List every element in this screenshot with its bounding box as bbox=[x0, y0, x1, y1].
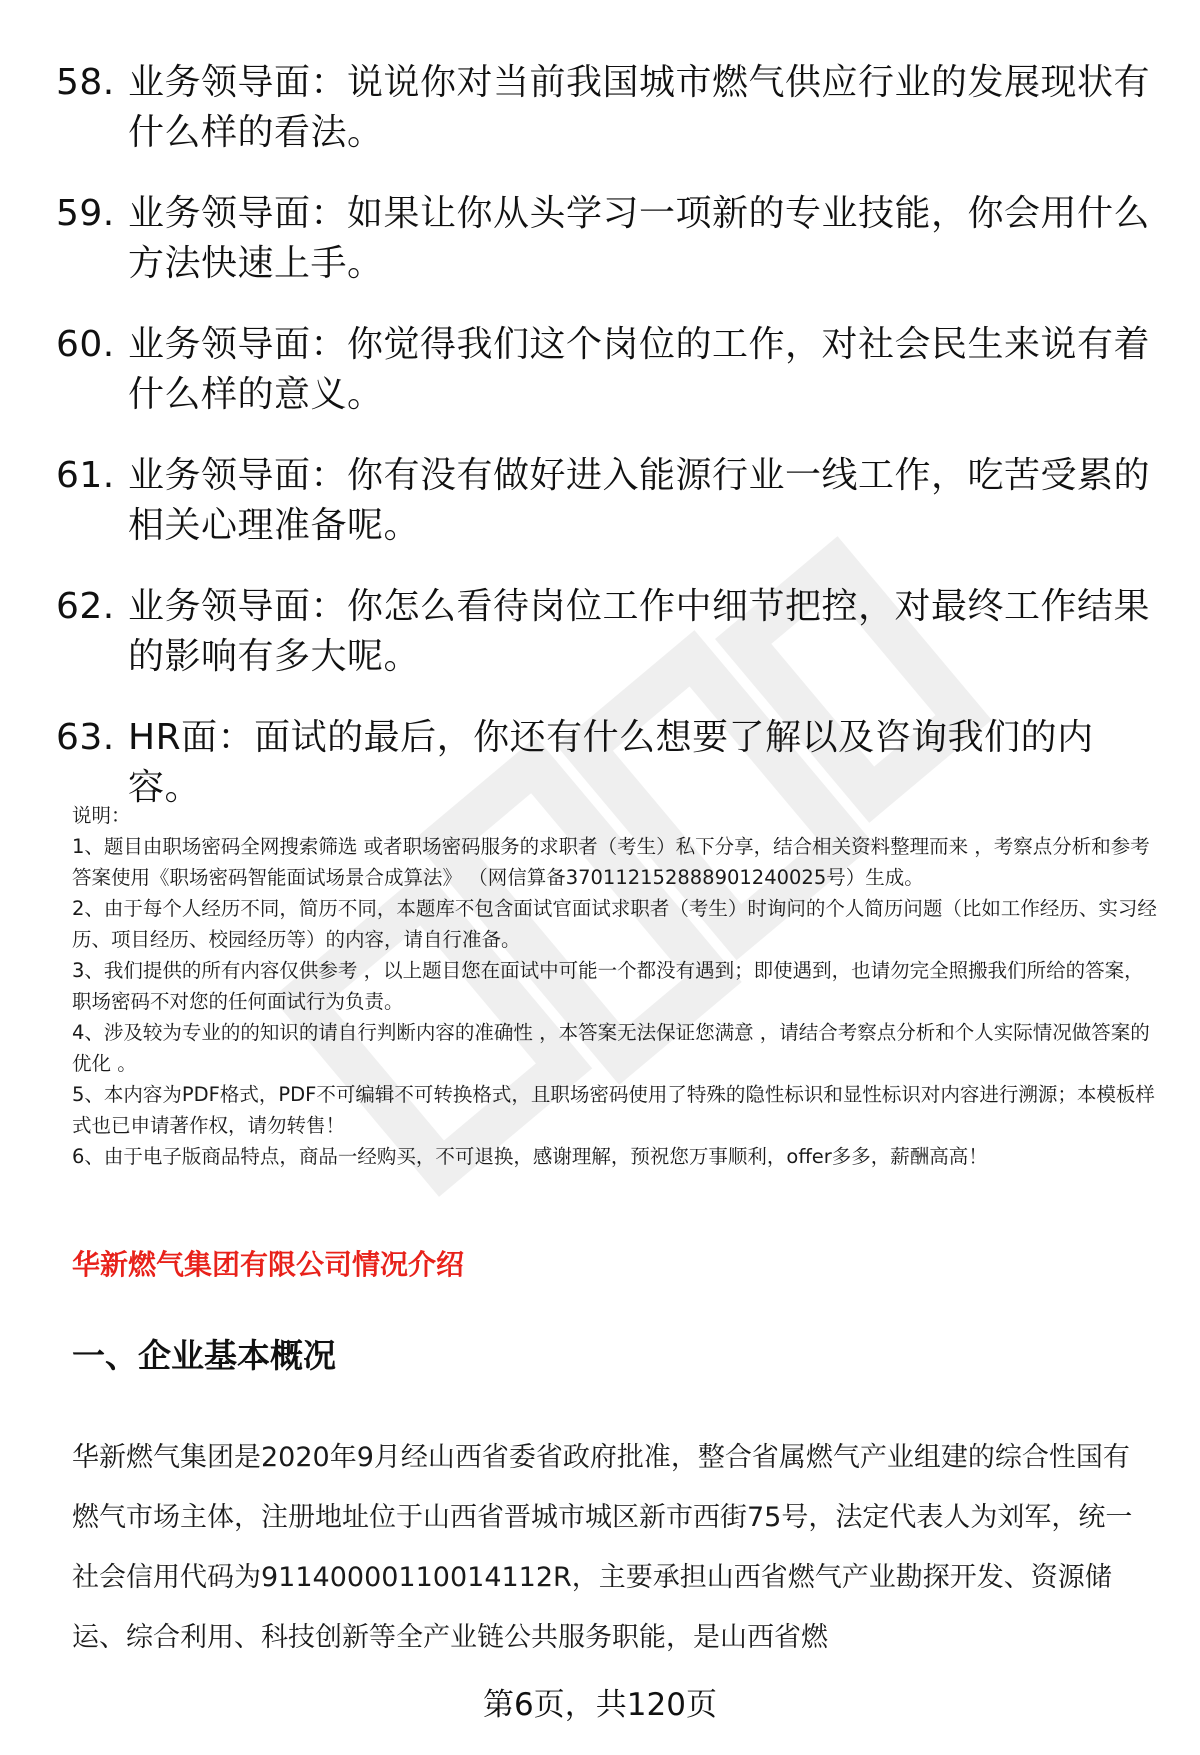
company-title: 华新燃气集团有限公司情况介绍 bbox=[72, 1248, 465, 1281]
company-overview-paragraph: 华新燃气集团是2020年9月经山西省委省政府批准，整合省属燃气产业组建的综合性国有燃气市场主体，注册地址位于山西省晋城市城区新市西街75号，法定代表人为刘军，统一社会信用代码为91140000110014112R，主要承担山西省燃气产业勘探开发、资源储运、综合利用、科技创新等全产业链公共服务职能，是山西省燃 bbox=[72, 1442, 1133, 1653]
notes-item: 4、涉及较为专业的的知识的请自行判断内容的准确性 ，本答案无法保证您满意 ，请结合考察点分析和个人实际情况做答案的优化 。 bbox=[72, 1021, 1150, 1075]
question-item-61 bbox=[56, 451, 1166, 551]
question-text: 业务领导面：说说你对当前我国城市燃气供应行业的发展现状有什么样的看法。 bbox=[128, 62, 1151, 153]
question-number: 61. bbox=[56, 455, 115, 496]
notes-item: 5、本内容为PDF格式，PDF不可编辑不可转换格式，且职场密码使用了特殊的隐性标识和显性标识对内容进行溯源；本模板样式也已申请著作权，请勿转售！ bbox=[72, 1083, 1155, 1137]
notes-item: 2、由于每个人经历不同，简历不同，本题库不包含面试官面试求职者（考生）时询问的个人简历问题（比如工作经历、实习经历、项目经历、校园经历等）的内容，请自行准备。 bbox=[72, 897, 1157, 951]
question-number: 58. bbox=[56, 62, 115, 103]
question-item-63 bbox=[56, 713, 1166, 813]
notes-title: 说明： bbox=[72, 804, 131, 827]
question-number: 59. bbox=[56, 193, 115, 234]
section-heading: 一、企业基本概况 bbox=[72, 1336, 336, 1375]
notes-item: 3、我们提供的所有内容仅供参考 ，以上题目您在面试中可能一个都没有遇到；即使遇到，也请勿完全照搬我们所给的答案，职场密码不对您的任何面试行为负责。 bbox=[72, 959, 1144, 1013]
question-text: 业务领导面：你觉得我们这个岗位的工作，对社会民生来说有着什么样的意义。 bbox=[128, 324, 1151, 415]
page-number: 第6页，共120页 bbox=[483, 1687, 717, 1723]
notes-block bbox=[72, 800, 1162, 1172]
notes-item: 1、题目由职场密码全网搜索筛选 或者职场密码服务的求职者（考生）私下分享，结合相关资料整理而来 ，考察点分析和参考答案使用《职场密码智能面试场景合成算法》 （网信算备370112152888901240025号）生成。 bbox=[72, 835, 1150, 889]
question-item-59 bbox=[56, 189, 1166, 289]
question-text: 业务领导面：你有没有做好进入能源行业一线工作，吃苦受累的相关心理准备呢。 bbox=[128, 455, 1151, 546]
question-number: 62. bbox=[56, 586, 115, 627]
question-item-60 bbox=[56, 320, 1166, 420]
question-text: HR面：面试的最后，你还有什么想要了解以及咨询我们的内容。 bbox=[128, 717, 1094, 808]
question-number: 63. bbox=[56, 717, 115, 758]
notes-item: 6、由于电子版商品特点，商品一经购买，不可退换，感谢理解，预祝您万事顺利，offer多多，薪酬高高！ bbox=[72, 1145, 988, 1168]
question-list bbox=[56, 58, 1166, 844]
question-item-62 bbox=[56, 582, 1166, 682]
question-number: 60. bbox=[56, 324, 115, 365]
question-text: 业务领导面：如果让你从头学习一项新的专业技能，你会用什么方法快速上手。 bbox=[128, 193, 1151, 284]
question-item-58 bbox=[56, 58, 1166, 158]
question-text: 业务领导面：你怎么看待岗位工作中细节把控，对最终工作结果的影响有多大呢。 bbox=[128, 586, 1151, 677]
